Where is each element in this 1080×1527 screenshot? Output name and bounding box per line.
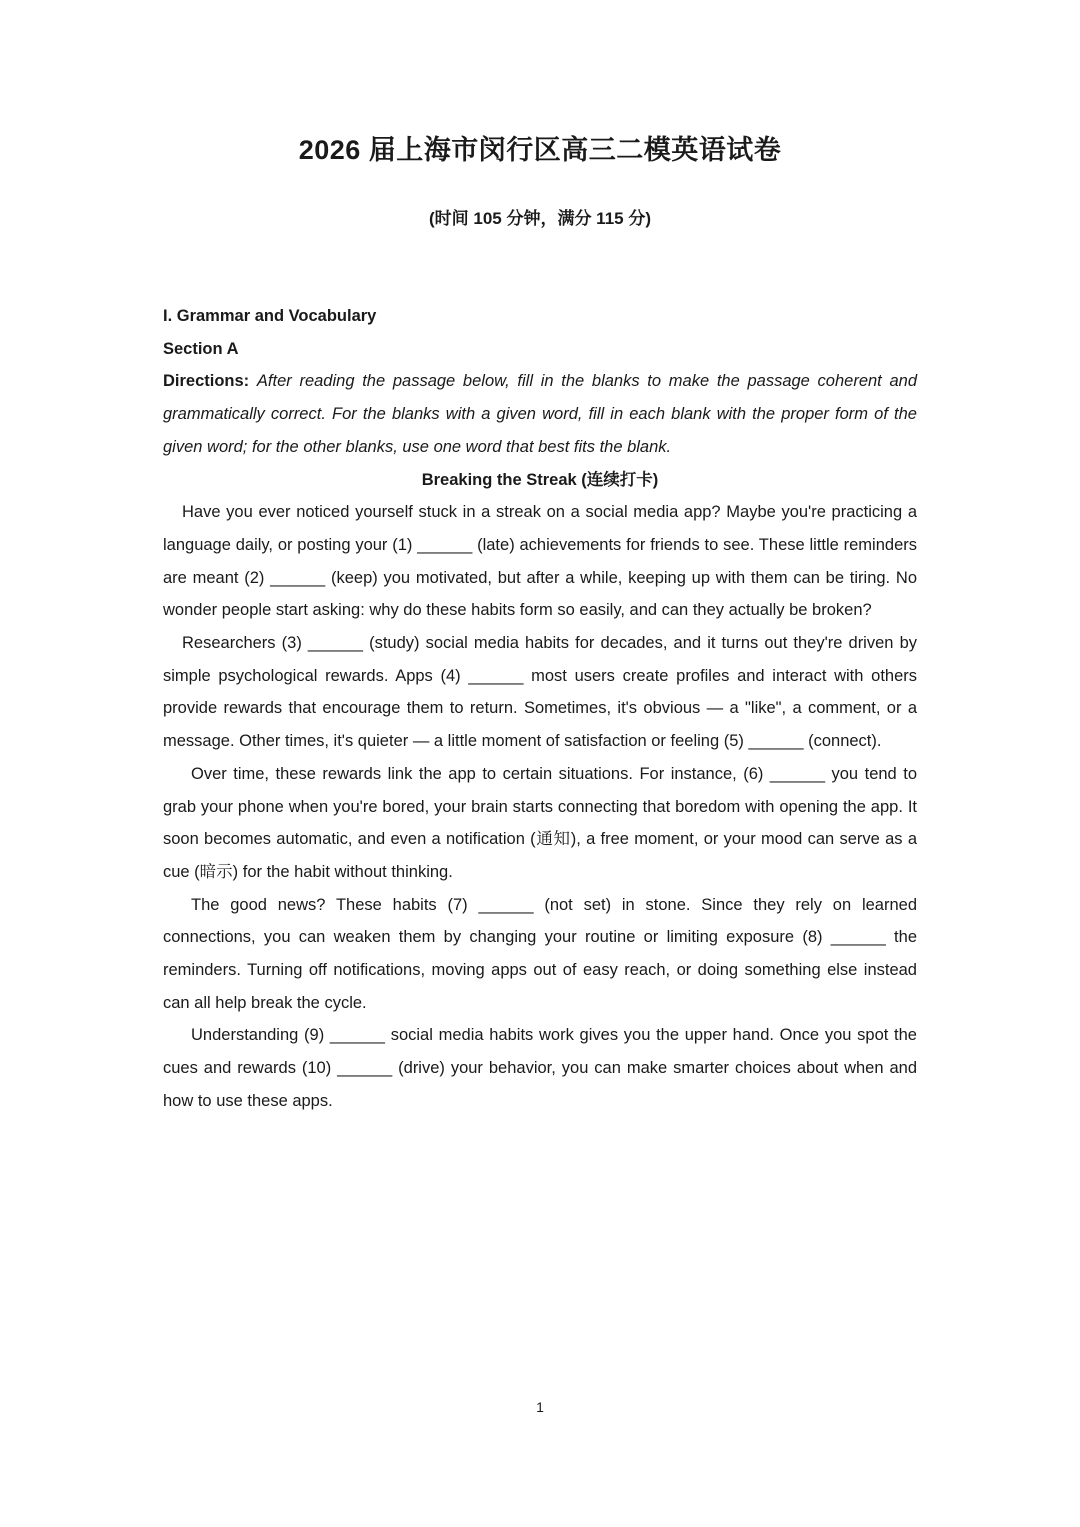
passage-paragraph-5: Understanding (9) ______ social media habits work gives you the upper hand. Once you spot the cues and rewards (10) ______ (drive) your behavior, you can make smarter choices about when and how to use these apps. bbox=[163, 1026, 917, 1110]
passage-paragraph-1: Have you ever noticed yourself stuck in a streak on a social media app? Maybe you're practicing a language daily, or posting your (1) ______ (late) achievements for friends to see. These little reminders are meant (2) ______ (keep) you motivated, but after a while, keeping up with them can be tiring. No wonder people start asking: why do these habits form so easily, and can they actually be broken? bbox=[163, 503, 917, 620]
directions-text: After reading the passage below, fill in the blanks to make the passage coherent and grammatically correct. For the blanks with a given word, fill in each blank with the proper form of the given word; for the other blanks, use one word that best fits the blank. bbox=[163, 372, 917, 456]
passage-title: Breaking the Streak (连续打卡) bbox=[421, 470, 659, 489]
part-heading: I. Grammar and Vocabulary bbox=[163, 307, 377, 325]
passage-paragraph-4: The good news? These habits (7) ______ (not set) in stone. Since they rely on learned connections, you can weaken them by changing your routine or limiting exposure (8) ______ the reminders. Turning off notifications, moving apps out of easy reach, or doing something else instead can all help break the cycle. bbox=[163, 895, 917, 1012]
passage-paragraph-2: Researchers (3) ______ (study) social media habits for decades, and it turns out they're driven by simple psychological rewards. Apps (4) ______ most users create profiles and interact with others provide rewards that encourage them to return. Sometimes, it's obvious — a "like", a comment, or a message. Other times, it's quieter — a little moment of satisfaction or feeling (5) ______ (connect). bbox=[163, 634, 917, 751]
page-number: 1 bbox=[536, 1399, 544, 1415]
directions bbox=[163, 365, 917, 463]
page-title: 2026 届上海市闵行区高三二模英语试卷 bbox=[298, 135, 782, 165]
exam-time-info: (时间 105 分钟，满分 115 分) bbox=[428, 209, 651, 228]
section-heading: Section A bbox=[163, 339, 239, 358]
passage-paragraph-3: Over time, these rewards link the app to certain situations. For instance, (6) ______ you tend to grab your phone when you're bored, your brain starts connecting that boredom with opening the app. It soon becomes automatic, and even a notification (通知), a free moment, or your mood can serve as a cue (暗示) for the habit without thinking. bbox=[163, 764, 917, 881]
directions-label: Directions: bbox=[163, 372, 250, 391]
exam-content bbox=[163, 300, 917, 1118]
